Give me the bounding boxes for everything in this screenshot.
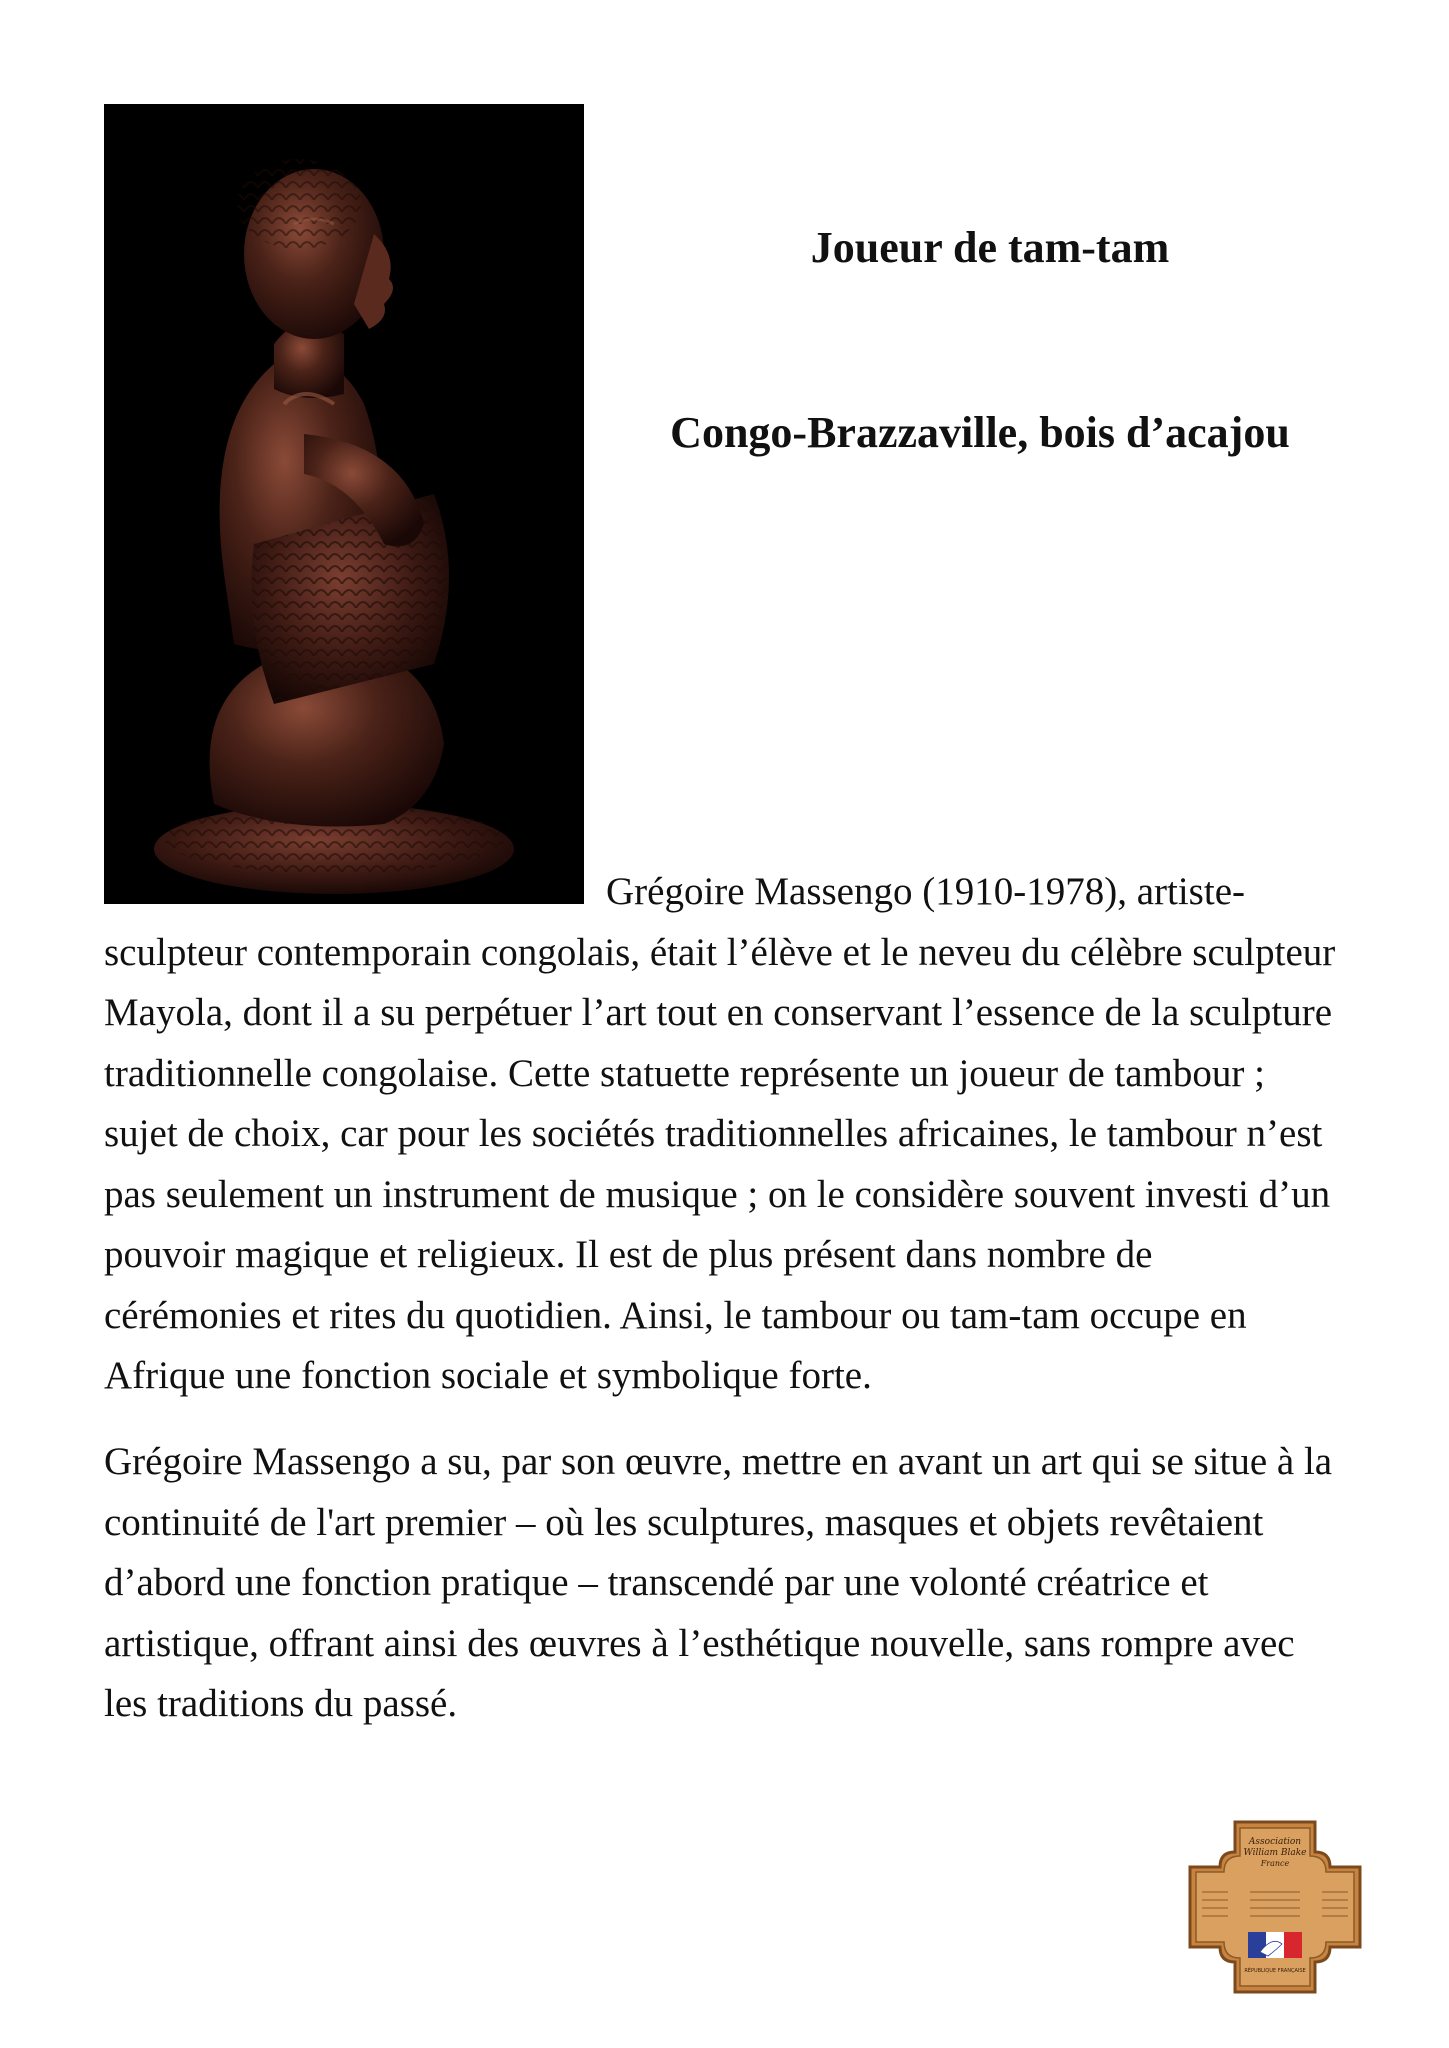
artwork-subtitle: Congo-Brazzaville, bois d’acajou xyxy=(670,408,1290,457)
stamp-text-1: Association xyxy=(1248,1837,1302,1847)
association-stamp-logo xyxy=(1180,1812,1370,2002)
stamp-footer-text: RÉPUBLIQUE FRANÇAISE xyxy=(1244,1968,1306,1974)
body-paragraph-2: Grégoire Massengo a su, par son œuvre, mettre en avant un art qui se situe à la continuité de l'art premier – où les sculptures, masques et objets revêtaient d’abord une fonction pratique – transcendé par une volonté créatrice et artistique, offrant ainsi des œuvres à l’esthétique nouvelle, sans rompre avec les traditions du passé. xyxy=(104,1440,1333,1725)
stamp-text-3: France xyxy=(1260,1859,1290,1868)
body-paragraph-1: Grégoire Massengo (1910-1978), artiste-sculpteur contemporain congolais, était l’élève et le neveu du célèbre sculpteur Mayola, dont il a su perpétuer l’art tout en conservant l’essence de la sculpture traditionnelle congolaise. Cette statuette représente un joueur de tambour ; sujet de choix, car pour les sociétés traditionnelles africaines, le tambour n’est pas seulement un instrument de musique ; on le considère souvent investi d’un pouvoir magique et religieux. Il est de plus présent dans nombre de cérémonies et rites du quotidien. Ainsi, le tambour ou tam-tam occupe en Afrique une fonction sociale et symbolique forte. xyxy=(104,870,1336,1397)
stamp-text-2: William Blake xyxy=(1243,1848,1307,1858)
association-logo-icon xyxy=(1180,1812,1370,2002)
sculpture-photo xyxy=(104,104,584,904)
artwork-title: Joueur de tam-tam xyxy=(810,223,1170,272)
sculpture-image xyxy=(104,104,584,904)
